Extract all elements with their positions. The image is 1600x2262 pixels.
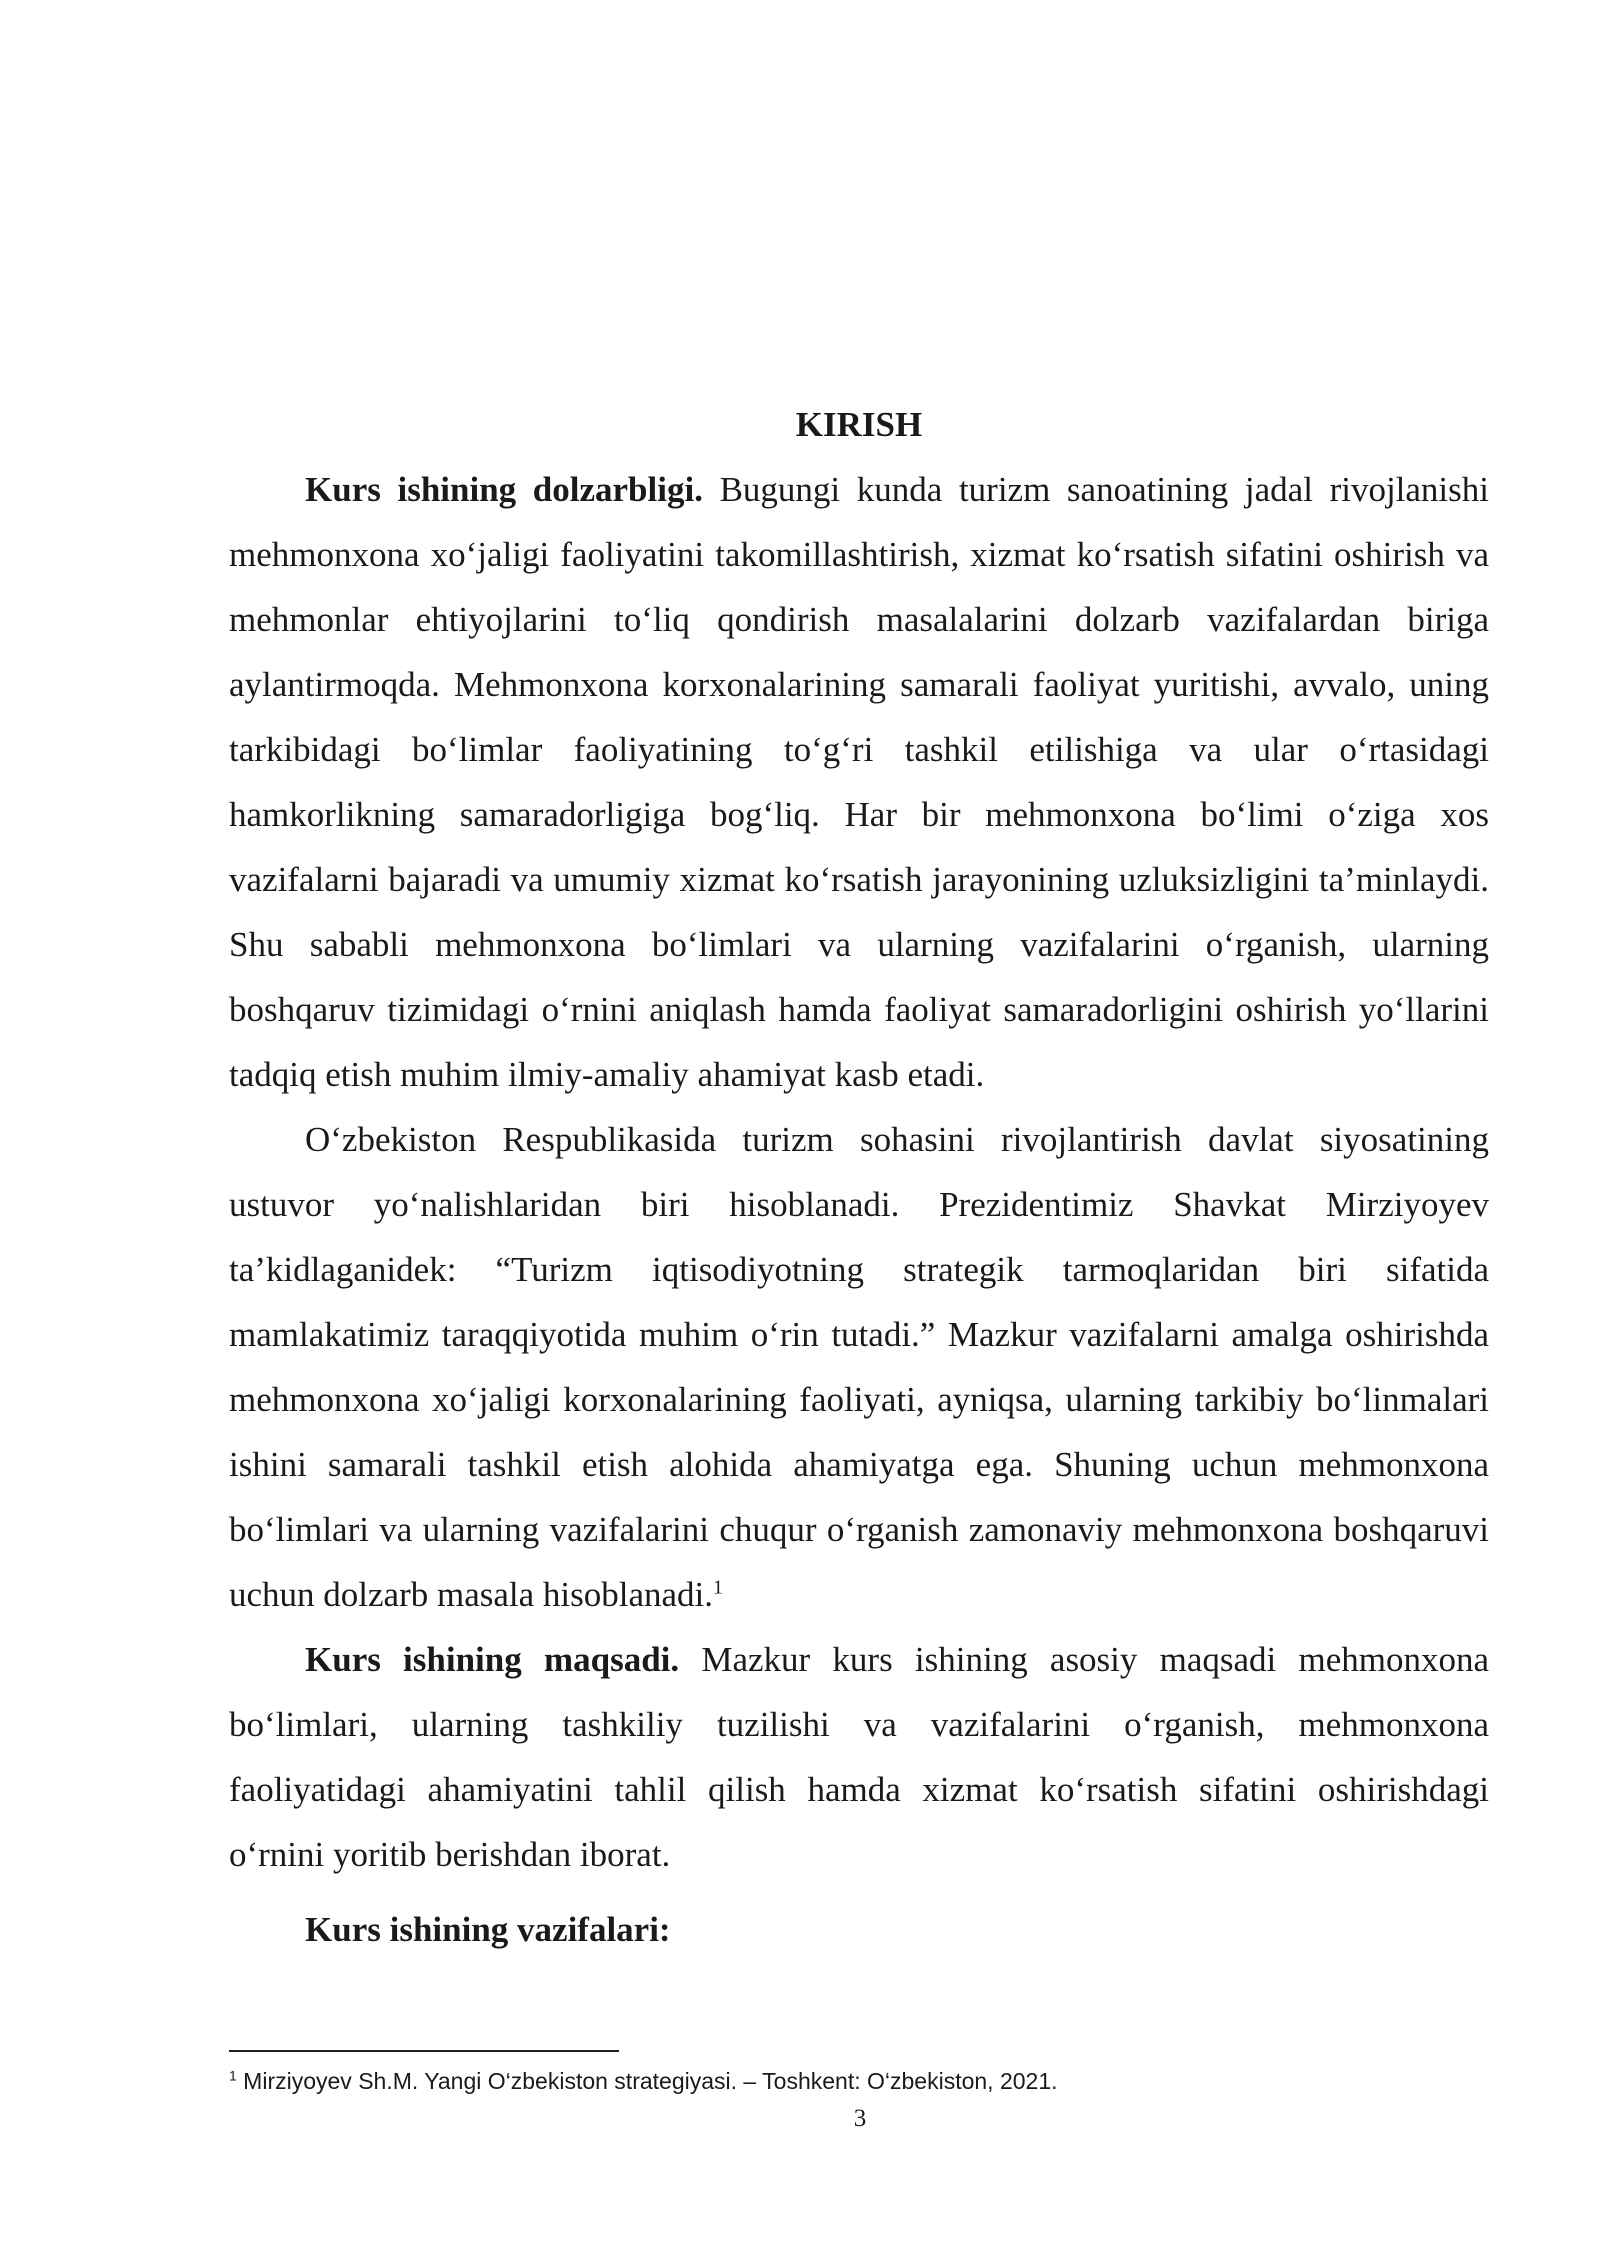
footnote-number: 1 (229, 2067, 237, 2084)
paragraph-goal (229, 1627, 1489, 1887)
footnote (229, 2066, 1489, 2096)
paragraph-lead: Kurs ishining dolzarbligi. (305, 470, 703, 509)
paragraph-lead: Kurs ishining maqsadi. (305, 1640, 680, 1679)
paragraph-body: Bugungi kunda turizm sanoatining jadal rivojlanishi mehmonxona xo‘jaligi faoliyatini takomillashtirish, xizmat ko‘rsatish sifatini oshirish va mehmonlar ehtiyojlarini to‘liq qondirish masalalarini dolzarb vazifalardan biriga aylantirmoqda. Mehmonxona korxonalarining samarali faoliyat yuritishi, avvalo, uning tarkibidagi bo‘limlar faoliyatining to‘g‘ri tashkil etilishiga va ular o‘rtasidagi hamkorlikning samaradorligiga bog‘liq. Har bir mehmonxona bo‘limi o‘ziga xos vazifalarni bajaradi va umumiy xizmat ko‘rsatish jarayonining uzluksizligini ta’minlaydi. Shu sababli mehmonxona bo‘limlari va ularning vazifalarini o‘rganish, ularning boshqaruv tizimidagi o‘rnini aniqlash hamda faoliyat samaradorligini oshirish yo‘llarini tadqiq etish muhim ilmiy-amaliy ahamiyat kasb etadi. (229, 470, 1490, 1094)
main-text (229, 392, 1489, 1962)
paragraph-body: O‘zbekiston Respublikasida turizm sohasini rivojlantirish davlat siyosatining ustuvor yo‘nalishlaridan biri hisoblanadi. Prezidentimiz Shavkat Mirziyoyev ta’kidlaganidek: “Turizm iqtisodiyotning strategik tarmoqlaridan biri sifatida mamlakatimiz taraqqiyotida muhim o‘rin tutadi.” Mazkur vazifalarni amalga oshirishda mehmonxona xo‘jaligi korxonalarining faoliyati, ayniqsa, ularning tarkibiy bo‘linmalari ishini samarali tashkil etish alohida ahamiyatga ega. Shuning uchun mehmonxona bo‘limlari va ularning vazifalarini chuqur o‘rganish zamonaviy mehmonxona boshqaruvi uchun dolzarb masala hisoblanadi. (229, 1120, 1489, 1614)
paragraph-body: Mazkur kurs ishining asosiy maqsadi mehmonxona bo‘limlari, ularning tashkiliy tuzilishi va vazifalarini o‘rganish, mehmonxona faoliyatidagi ahamiyatini tahlil qilish hamda xizmat ko‘rsatish sifatini oshirishdagi o‘rnini yoritib berishdan iborat. (229, 1640, 1489, 1874)
paragraph-relevance (229, 457, 1489, 1107)
tasks-heading: Kurs ishining vazifalari: (305, 1910, 671, 1949)
section-heading: KIRISH (795, 405, 923, 444)
footnote-text: Mirziyoyev Sh.M. Yangi O‘zbekiston strategiyasi. – Toshkent: O‘zbekiston, 2021. (236, 2068, 1058, 2094)
page-number: 3 (853, 2105, 867, 2132)
paragraph-context (229, 1107, 1489, 1627)
footnote-reference[interactable]: 1 (713, 1576, 724, 1599)
footnote-separator (229, 2050, 619, 2052)
